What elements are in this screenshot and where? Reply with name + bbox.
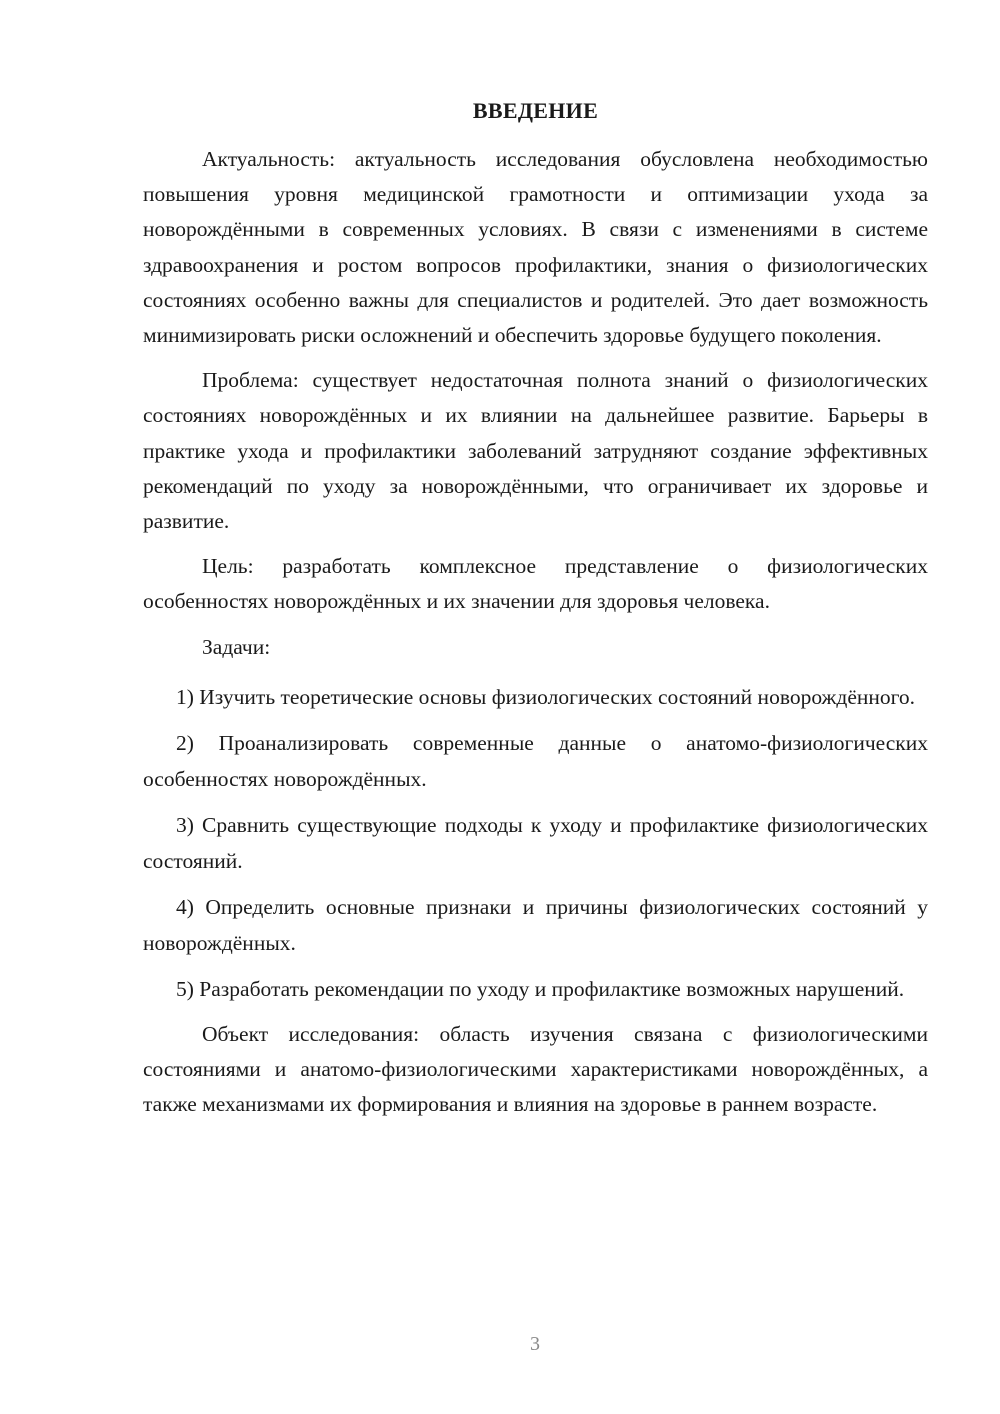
task-item: 2) Проанализировать современные данные о анатомо-физиологических особенностях новорождённых. xyxy=(143,730,928,791)
page-number: 3 xyxy=(530,1333,540,1355)
task-item: 3) Сравнить существующие подходы к уходу и профилактике физиологических состояний. xyxy=(143,812,928,873)
tasks-list xyxy=(143,679,928,1007)
paragraph-goal: Цель: разработать комплексное представление о физиологических особенностях новорождённых и их значении для здоровья человека. xyxy=(143,554,928,614)
paragraph-problem: Проблема: существует недостаточная полнота знаний о физиологических состояниях новорождённых и их влиянии на дальнейшее развитие. Барьеры в практике ухода и профилактики заболеваний затрудняют создание эффективных рекомендаций по уходу за новорождёнными, что ограничивает их здоровье и развитие. xyxy=(143,368,928,534)
paragraph-object: Объект исследования: область изучения связана с физиологическими состояниями и анатомо-физиологическими характеристиками новорождённых, а также механизмами их формирования и влияния на здоровье в раннем возрасте. xyxy=(143,1021,928,1117)
task-item: 5) Разработать рекомендации по уходу и профилактике возможных нарушений. xyxy=(176,976,905,1001)
tasks-label: Задачи: xyxy=(202,634,271,659)
section-heading: ВВЕДЕНИЕ xyxy=(472,98,599,123)
task-item: 4) Определить основные признаки и причины физиологических состояний у новорождённых. xyxy=(143,894,928,955)
paragraph-relevance: Актуальность: актуальность исследования обусловлена необходимостью повышения уровня медицинской грамотности и оптимизации ухода за новорождёнными в современных условиях. В связи с изменениями в системе здравоохранения и ростом вопросов профилактики, знания о физиологических состояниях особенно важны для специалистов и родителей. Это дает возможность минимизировать риски осложнений и обеспечить здоровье будущего поколения. xyxy=(143,147,928,348)
task-item: 1) Изучить теоретические основы физиологических состояний новорождённого. xyxy=(176,684,916,709)
document-body xyxy=(143,142,928,1132)
